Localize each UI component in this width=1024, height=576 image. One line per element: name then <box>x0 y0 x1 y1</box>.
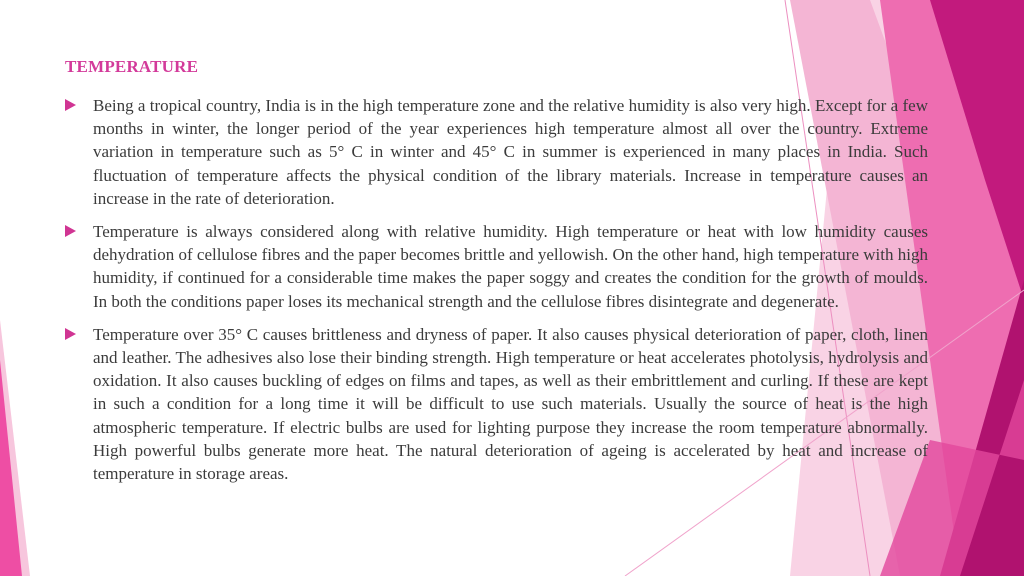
bullet-item <box>65 220 928 313</box>
bullet-item <box>65 323 928 485</box>
triangle-bullet-icon <box>65 328 76 340</box>
triangle-bullet-icon <box>65 99 76 111</box>
slide-title: TEMPERATURE <box>65 57 199 76</box>
bullet-text: Being a tropical country, India is in the high temperature zone and the relative humidity is also very high. Except for a few months in winter, the longer period of the year experiences high temperature almost all over the country. Extreme variation in temperature such as 5° C in winter and 45° C in summer is experienced in many places in India. Such fluctuation of temperature affects the physical condition of the library materials. Increase in temperature causes an increase in the rate of deterioration. <box>93 96 928 208</box>
bullet-item <box>65 94 928 210</box>
bullet-list <box>65 94 928 495</box>
bullet-text: Temperature is always considered along with relative humidity. High temperature or heat with low humidity causes dehydration of cellulose fibres and the paper becomes brittle and yellowish. On the other hand, high temperature with high humidity, if continued for a considerable time makes the paper soggy and creates the condition for the growth of moulds. In both the conditions paper loses its mechanical strength and the cellulose fibres disintegrate and degenerate. <box>93 222 928 311</box>
triangle-bullet-icon <box>65 225 76 237</box>
bullet-text: Temperature over 35° C causes brittleness and dryness of paper. It also causes physical deterioration of paper, cloth, linen and leather. The adhesives also lose their binding strength. High temperature or heat accelerates photolysis, hydrolysis and oxidation. It also causes buckling of edges on films and tapes, as well as their embrittlement and curling. If these are kept in such a condition for a long time it will be difficult to use such materials. Usually the source of heat is the high atmospheric temperature. If electric bulbs are used for lighting purpose they increase the room temperature abnormally. High powerful bulbs generate more heat. The natural deterioration of ageing is accelerated by heat and increase of temperature in storage areas. <box>93 324 928 484</box>
